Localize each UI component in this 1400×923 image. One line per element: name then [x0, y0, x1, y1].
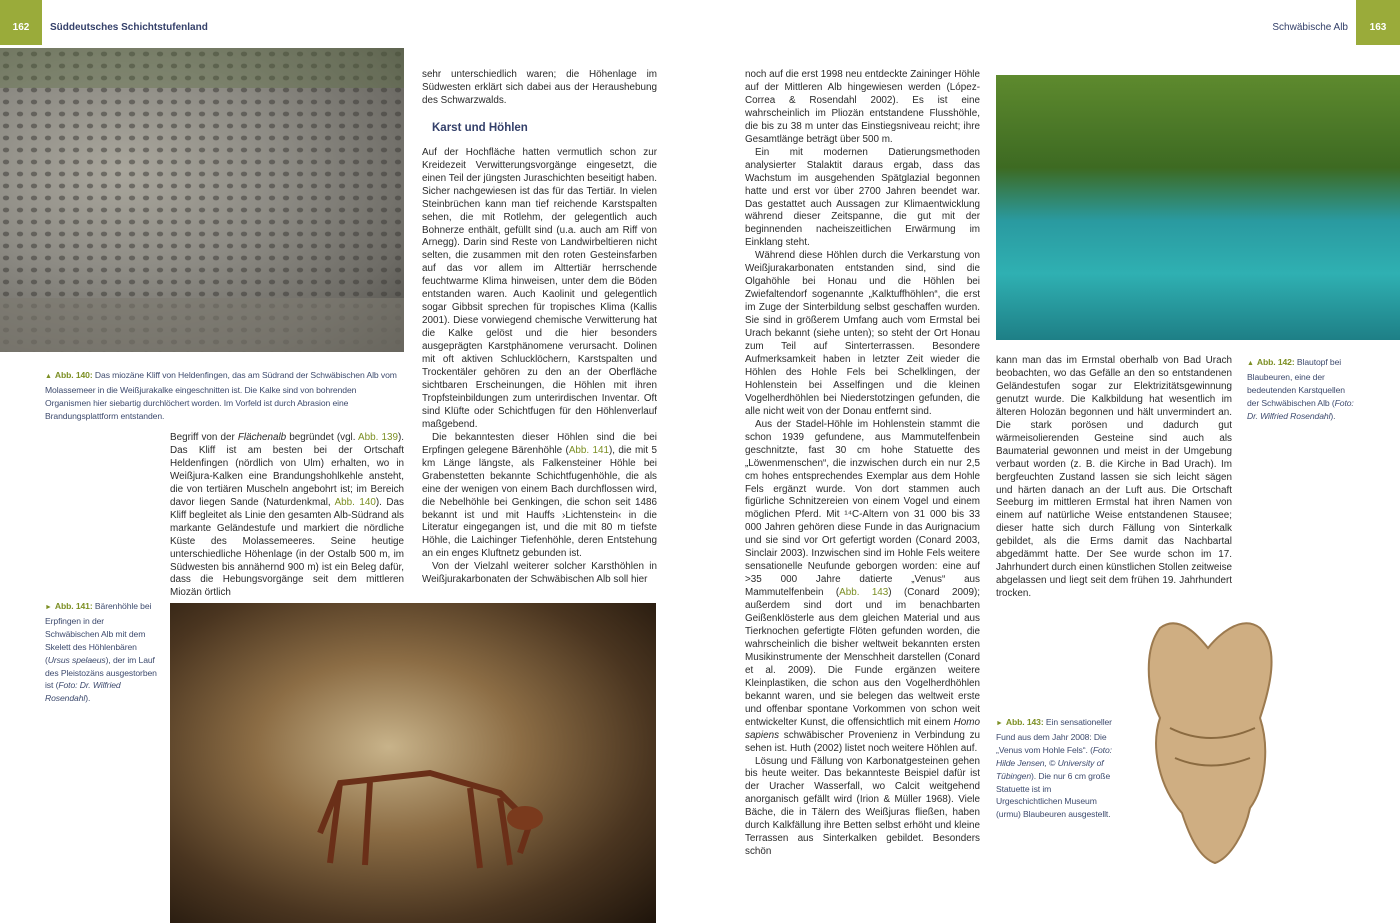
text-run: Die bekanntesten dieser Höhlen sind die bei Erpfingen gelegene Bärenhöhle ( — [422, 431, 657, 456]
text-run: Das miozäne Kliff von Heldenfingen, das am Südrand der Schwäbischen Alb vom Molassemeer in die Weißjurakalke eingeschnitten ist. Die Kalke sind von bohrenden Organismen hier siebartig durchlöchert worden. Im Vorfeld ist durch Abrasion eine Brandungsplattform entstanden. — [45, 370, 397, 421]
triangle-up-icon: ▲ — [45, 373, 52, 380]
text-run: Aus der Stadel-Höhle im Hohlenstein stammt die schon 1939 gefundene, aus Mammutelfenbein geschnitzte, fast 30 cm hohe Statuette des „Löwenmenschen“, die inzwischen durch ein nur 2,5 cm hohes entsprechendes Exemplar aus dem Hohle Fels ergänzt wurde. Von dort stammen auch figürliche Schnitzereien von einem Vogel und einem möglichen Pferd. Mit ¹⁴C-Altern von 31 000 bis 33 000 Jahren gehören diese Funde in das Aurignacium und sie sind vor Ort gefertigt worden (Conard 2003, Sinclair 2003). Inzwischen sind im Hohle Fels weitere sensationelle Neufunde geborgen worden: eine auf >35 000 Jahre datierte „Venus“ aus Mammutelfenbein ( — [745, 418, 980, 599]
figure-reference-link[interactable]: Abb. 143 — [839, 587, 889, 599]
caption-abb-142 — [1247, 356, 1359, 423]
paragraph — [422, 432, 657, 562]
text-run: Blautopf bei Blaubeuren, eine der bedeutenden Karstquellen der Schwäbischen Alb ( — [1247, 357, 1345, 408]
text-run: Flächenalb — [237, 432, 287, 443]
caption-abb-143 — [996, 716, 1118, 821]
paragraph — [745, 756, 980, 860]
text-run: Foto: Hilde Jensen, © University of Tübingen — [996, 744, 1112, 781]
text-run: noch auf die erst 1998 neu entdeckte Zaininger Höhle auf der Mittleren Alb hingewiesen werden (López-Correa & Rosendahl 2002). Es ist eine wahrscheinlich im Pliozän entstandene Flusshöhle, die bis zu 38 m unter das Einstiegsniveau reicht; ihre Gesamtlänge beträgt über 500 m. — [745, 69, 980, 145]
text-run: Begriff von der — [170, 432, 238, 443]
text-run: ). Das Kliff begleitet als Linie den gesamten Alb-Südrand als markante Geländestufe und markiert die nördliche Küste des Molassemeeres. Seine heutige unterschiedliche Höhenlage (in der Ostalb 500 m, im Südwesten bis annähernd 900 m) ist ein Beleg dafür, dass die Hebungsvorgänge seit dem mittleren Miozän örtlich — [170, 496, 404, 599]
text-run: Ein sensationeller Fund aus dem Jahr 2008: Die „Venus vom Hohle Fels“. ( — [996, 717, 1112, 755]
figure-reference-link[interactable]: Abb. 141 — [568, 444, 609, 456]
paragraph — [170, 432, 404, 600]
caption-abb-140 — [45, 369, 400, 423]
text-run: ). — [1330, 410, 1336, 421]
running-head-right: Schwäbische Alb — [1272, 22, 1348, 33]
caption-label: Abb. 142: — [1256, 357, 1295, 367]
text-run: ). — [85, 693, 91, 704]
page-number-right: 163 — [1356, 0, 1400, 45]
text-run: Während diese Höhlen durch die Verkarstung von Weißjurakarbonaten entstanden sind, sind die Olgahöhle bei Honau und die Höhlen bei Zwiefaltendorf sogenannte „Kalktuffhöhlen“, die erst im Zuge der Sinterbildung selbst geschaffen wurden. Sie sind in größerem Umfang auch vom Ermstal bei Urach bekannt (siehe unten); so steht der Ort Honau zum Teil auf Sinterterrassen. Besondere Aufmerksamkeit haben in letzter Zeit wieder die Höhlen des Hohle Fels bei Schelklingen, der Hohlenstein bei Asselfingen und die kleinen Vogelherdhöhlen bei Niederstotzingen gefunden, die alle nicht weit von der Donau entfernt sind. — [745, 250, 980, 417]
page-number-left: 162 — [0, 0, 42, 45]
paragraph — [745, 147, 980, 251]
text-run: ). Die nur 6 cm große Statuette ist im Urgeschichtlichen Museum (urmu) Blaubeuren ausgestellt. — [996, 770, 1111, 820]
text-run: Bärenhöhle bei Erpfingen in der Schwäbischen Alb mit dem Skelett des Höhlenbären ( — [45, 601, 152, 665]
caption-label: Abb. 140: — [54, 370, 93, 380]
photo-kliff-heldenfingen — [0, 48, 404, 352]
text-run: Ein mit modernen Datierungsmethoden analysierter Stalaktit daraus ergab, dass das Wachstum im ausgehenden Spätglazial begonnen hatte und erst vor über 2700 Jahren beendet war. Das gestattet auch Aussagen zur Klimaentwicklung während dieser Zeitspanne, die gut mit der beginnenden nacheiszeitlichen Erwärmung im Einklang steht. — [745, 146, 980, 249]
text-run: ) (Conard 2009); außerdem sind dort und im benachbarten Geißenklösterle aus dem gleichen Material und aus Tierknochen gefertigte Flöten gefunden worden, die wahrscheinlich die bisher weltweit bekannten ersten Musikinstrumente der Menschheit darstellen (Conard et al. 2009). Die Funde ergänzen weitere Kleinplastiken, die schon aus den Vogelherdhöhlen bekannt waren, und sie belegen das weltweit erste und offenbar spontane Vorkommen von schon weit entwickelter Kunst, die offensichtlich mit einem — [745, 587, 980, 728]
triangle-right-icon: ► — [996, 720, 1003, 727]
text-column-b — [422, 69, 657, 587]
text-run: Lösung und Fällung von Karbonatgesteinen gehen bis heute weiter. Das bekannteste Beispiel dafür ist der Uracher Wasserfall, wo Calcit weitgehend anorganisch gefällt wird (Irion & Müller 1968). Viele Bäche, die in Tälern des Weißjuras fließen, haben durch Kalkfällung ihre Betten selbst erhöht und kleine Terrassen aus Sinterkalken gebildet. Besonders schön — [745, 755, 980, 858]
text-run: Von der Vielzahl weiterer solcher Karsthöhlen in Weißjurakarbonaten der Schwäbischen Alb soll hier — [422, 561, 657, 586]
text-run: kann man das im Ermstal oberhalb von Bad Urach beobachten, wo das Gefälle an den so entstandenen Geländestufen sogar zur Elektrizitätsgewinnung genutzt wurde. Die Kalkbildung hat wesentlich im älteren Holozän begonnen und hält unvermindert an. Die stark porösen und dadurch gut wärmeisolierenden Gesteine sind auch als Baumaterial gewonnen und meist in der Umgebung verbaut worden (z. B. die Kirche in Bad Urach). Im bergfeuchten Zustand lassen sie sich leicht sägen und härten danach an der Luft aus. Die Ortschaft Seeburg im mittleren Ermstal hat ihren Namen von einem auf natürliche Weise entstandenen Stausee; dieser hatte sich durch Fällung von Sinterkalk gebildet, als die Erms damit das Nachbartal abgedämmt hatte. Der See wurde schon im 17. Jahrhundert durch einen künstlichen Stollen zeitweise abgelassen und liegt seit dem frühen 19. Jahrhundert trocken. — [996, 355, 1232, 600]
paragraph — [422, 147, 657, 432]
rock-texture — [0, 48, 404, 352]
text-column-c — [745, 69, 980, 859]
text-column-d — [996, 355, 1232, 601]
caption-label: Abb. 141: — [54, 601, 93, 611]
text-run: ), der im Lauf des Pleistozäns ausgestorben ist ( — [45, 654, 157, 691]
paragraph — [996, 355, 1232, 601]
bear-skeleton — [170, 603, 656, 923]
paragraph — [745, 69, 980, 147]
text-column-a — [170, 432, 404, 600]
caption-label: Abb. 143: — [1005, 717, 1044, 727]
section-heading: Karst und Höhlen — [432, 121, 528, 134]
triangle-right-icon: ► — [45, 604, 52, 611]
venus-figurine — [1120, 608, 1295, 870]
figure-reference-link[interactable]: Abb. 139 — [358, 432, 398, 443]
text-run: Foto: Dr. Wilfried Rosendahl — [1247, 397, 1354, 421]
text-run: Homo sapiens — [745, 716, 980, 741]
text-run: Auf der Hochfläche hatten vermutlich schon zur Kreidezeit Verwitterungsvorgänge eingesetzt, die einen Teil der jüngsten Juraschichten beseitigt haben. Sicher nachgewiesen ist das für das Tertiär. In vielen Steinbrüchen kann man tief reichende Karstspalten sehen, die mit Rotlehm, der gelegentlich auch Bohnerze enthält, gefüllt sind (u.a. auch am Riff von Arnegg). Darin sind Reste von Landwirbeltieren nicht selten, die zusammen mit den roten Gesteinsfarben auf das vor allem im Alttertiär herrschende feuchtwarme Klima hinweisen, unter dem die Böden entstanden waren. Auch Kaolinit und gelegentlich sogar Gibbsit sprechen für tropisches Klima (Kallis 2001). Diese vorwiegend chemische Verwitterung hat die Kalke gelöst und die hier besonders ausgeprägten Karstphänomene verursacht. Dolinen mit oft aktiven Schlucklöchern, Karstspalten und Trockentäler gehören zu den an der Oberfläche sichtbaren Erscheinungen, die Höhlen mit ihren Tropfsteinbildungen zum unterirdischen Inventar. Oft sind Klüfte oder Schichtfugen für den Höhlenverlauf maßgebend. — [422, 146, 657, 430]
photo-baerenhoehle — [170, 603, 656, 923]
running-head-left: Süddeutsches Schichtstufenland — [50, 22, 208, 33]
photo-venus-vom-hohle-fels — [1120, 608, 1295, 870]
paragraph — [422, 69, 657, 108]
paragraph — [745, 250, 980, 418]
text-run: Foto: Dr. Wilfried Rosendahl — [45, 680, 121, 704]
photo-blautopf — [996, 75, 1400, 340]
text-run: Ursus spelaeus — [47, 654, 106, 665]
paragraph — [422, 561, 657, 587]
triangle-up-icon: ▲ — [1247, 360, 1254, 367]
text-run: sehr unterschiedlich waren; die Höhenlage im Südwesten erklärt sich dabei aus der Heraushebung des Schwarzwalds. — [422, 69, 657, 106]
figure-reference-link[interactable]: Abb. 140 — [334, 496, 376, 508]
text-run: begründet (vgl. — [286, 432, 359, 443]
caption-text — [45, 601, 157, 703]
paragraph — [745, 419, 980, 756]
caption-text — [45, 370, 397, 421]
caption-abb-141 — [45, 600, 157, 705]
text-run: ), die mit 5 km Länge längste, als Falkensteiner Höhle bei Grabenstetten bekannte Schichtfugenhöhle, die als eine der wenigen von einem Bach durchflossen wird, die Nebelhöhle bei Genkingen, die schon seit 1486 bekannt ist und mit Hauffs ›Lichtenstein‹ in die Literatur eingegangen ist, und die mit 80 m tiefste Höhle, die Laichinger Tiefenhöhle, deren Entstehung an ein enges Kluftnetz gebunden ist. — [422, 444, 657, 560]
text-run: schwäbischer Provenienz in Verbindung zu sehen ist. Huth (2002) listet noch weitere Höhlen auf. — [745, 729, 980, 754]
caption-text — [996, 717, 1112, 819]
text-run: ). Das Kliff ist am besten bei der Ortschaft Heldenfingen (nördlich von Ulm) erhalten, wo in Weißjura-Kalken eine Brandungshohlkehle ansteht, die von tertiären Muscheln angebohrt ist; im Bereich davor liegen Sande (Naturdenkmal, — [170, 432, 404, 508]
